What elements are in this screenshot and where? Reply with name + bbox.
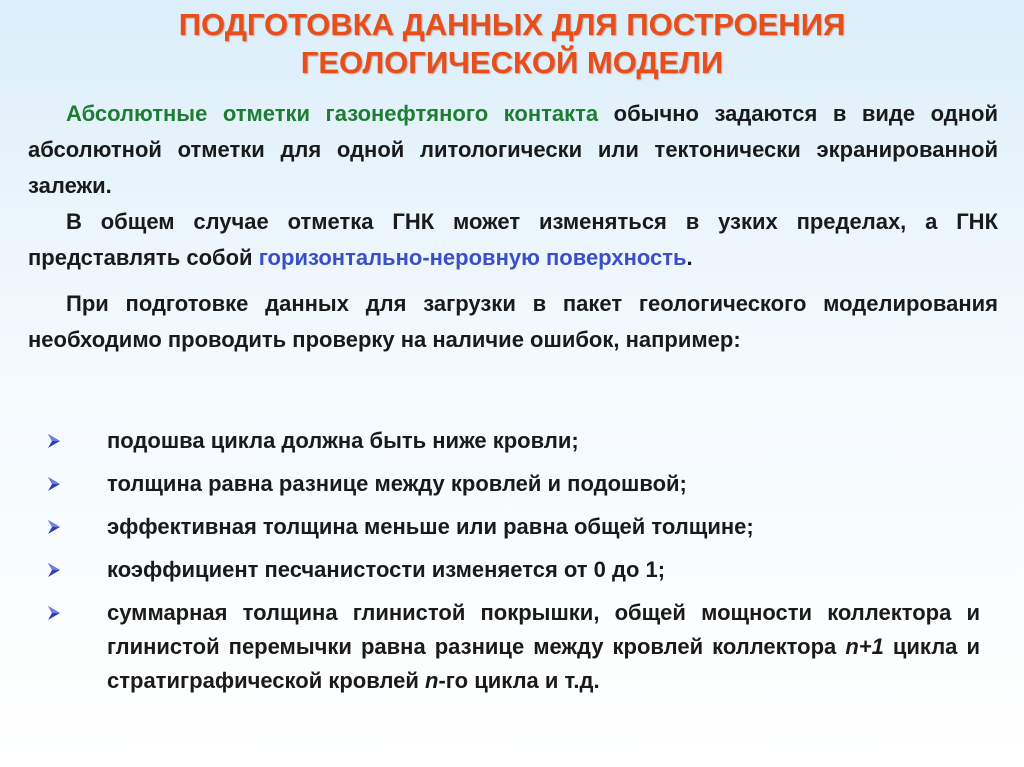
- list-item: [45, 553, 980, 587]
- paragraph-data-check: При подготовке данных для загрузки в пакет геологического моделирования необходимо проводить проверку на наличие ошибок, например:: [28, 291, 998, 352]
- paragraph-2-before: В общем случае отметка ГНК может изменяться в узких пределах, а ГНК представлять собой: [28, 209, 998, 270]
- arrowhead-bullet-icon: [47, 510, 69, 544]
- list-item: [45, 424, 980, 458]
- list-item: [45, 510, 980, 544]
- list-item-5-part-1: суммарная толщина глинистой покрышки, общей мощности коллектора и глинистой перемычки равна разнице между кровлей коллектора: [107, 600, 980, 659]
- list-item-5-part-3: -го цикла и т.д.: [438, 668, 600, 693]
- slide-title-line-2: ГЕОЛОГИЧЕСКОЙ МОДЕЛИ: [300, 45, 724, 80]
- list-item-5-part-2: цикла и стратиграфической кровлей: [107, 634, 980, 693]
- arrowhead-bullet-icon: [47, 424, 69, 458]
- highlight-surface: горизонтально-неровную поверхность: [258, 245, 687, 270]
- arrowhead-bullet-icon: [47, 467, 69, 501]
- error-check-list: [45, 424, 980, 707]
- arrowhead-bullet-icon: [47, 553, 69, 587]
- highlight-gnk-marks: Абсолютные отметки газонефтяного контакта: [66, 101, 599, 126]
- list-item-text: эффективная толщина меньше или равна общей толщине;: [107, 514, 754, 539]
- list-item-text: [107, 600, 980, 693]
- paragraph-gnk-surface: [28, 204, 998, 276]
- list-item: [45, 467, 980, 501]
- cycle-n-plus-1: n+1: [845, 634, 884, 659]
- paragraph-gnk-marks: [28, 96, 998, 204]
- slide-title: [0, 6, 1024, 82]
- arrowhead-bullet-icon: [47, 596, 69, 630]
- body-text: [28, 96, 998, 358]
- slide-title-line-1: ПОДГОТОВКА ДАННЫХ ДЛЯ ПОСТРОЕНИЯ: [178, 7, 846, 42]
- list-item-text: коэффициент песчанистости изменяется от 0 до 1;: [107, 557, 666, 582]
- cycle-n: n: [425, 668, 439, 693]
- list-item-text: подошва цикла должна быть ниже кровли;: [107, 428, 579, 453]
- paragraph-1-rest: обычно задаются в виде одной абсолютной отметки для одной литологически или тектонически экранированной залежи.: [28, 101, 998, 198]
- list-item: [45, 596, 980, 698]
- list-item-text: толщина равна разнице между кровлей и подошвой;: [107, 471, 687, 496]
- paragraph-2-after: .: [686, 245, 693, 270]
